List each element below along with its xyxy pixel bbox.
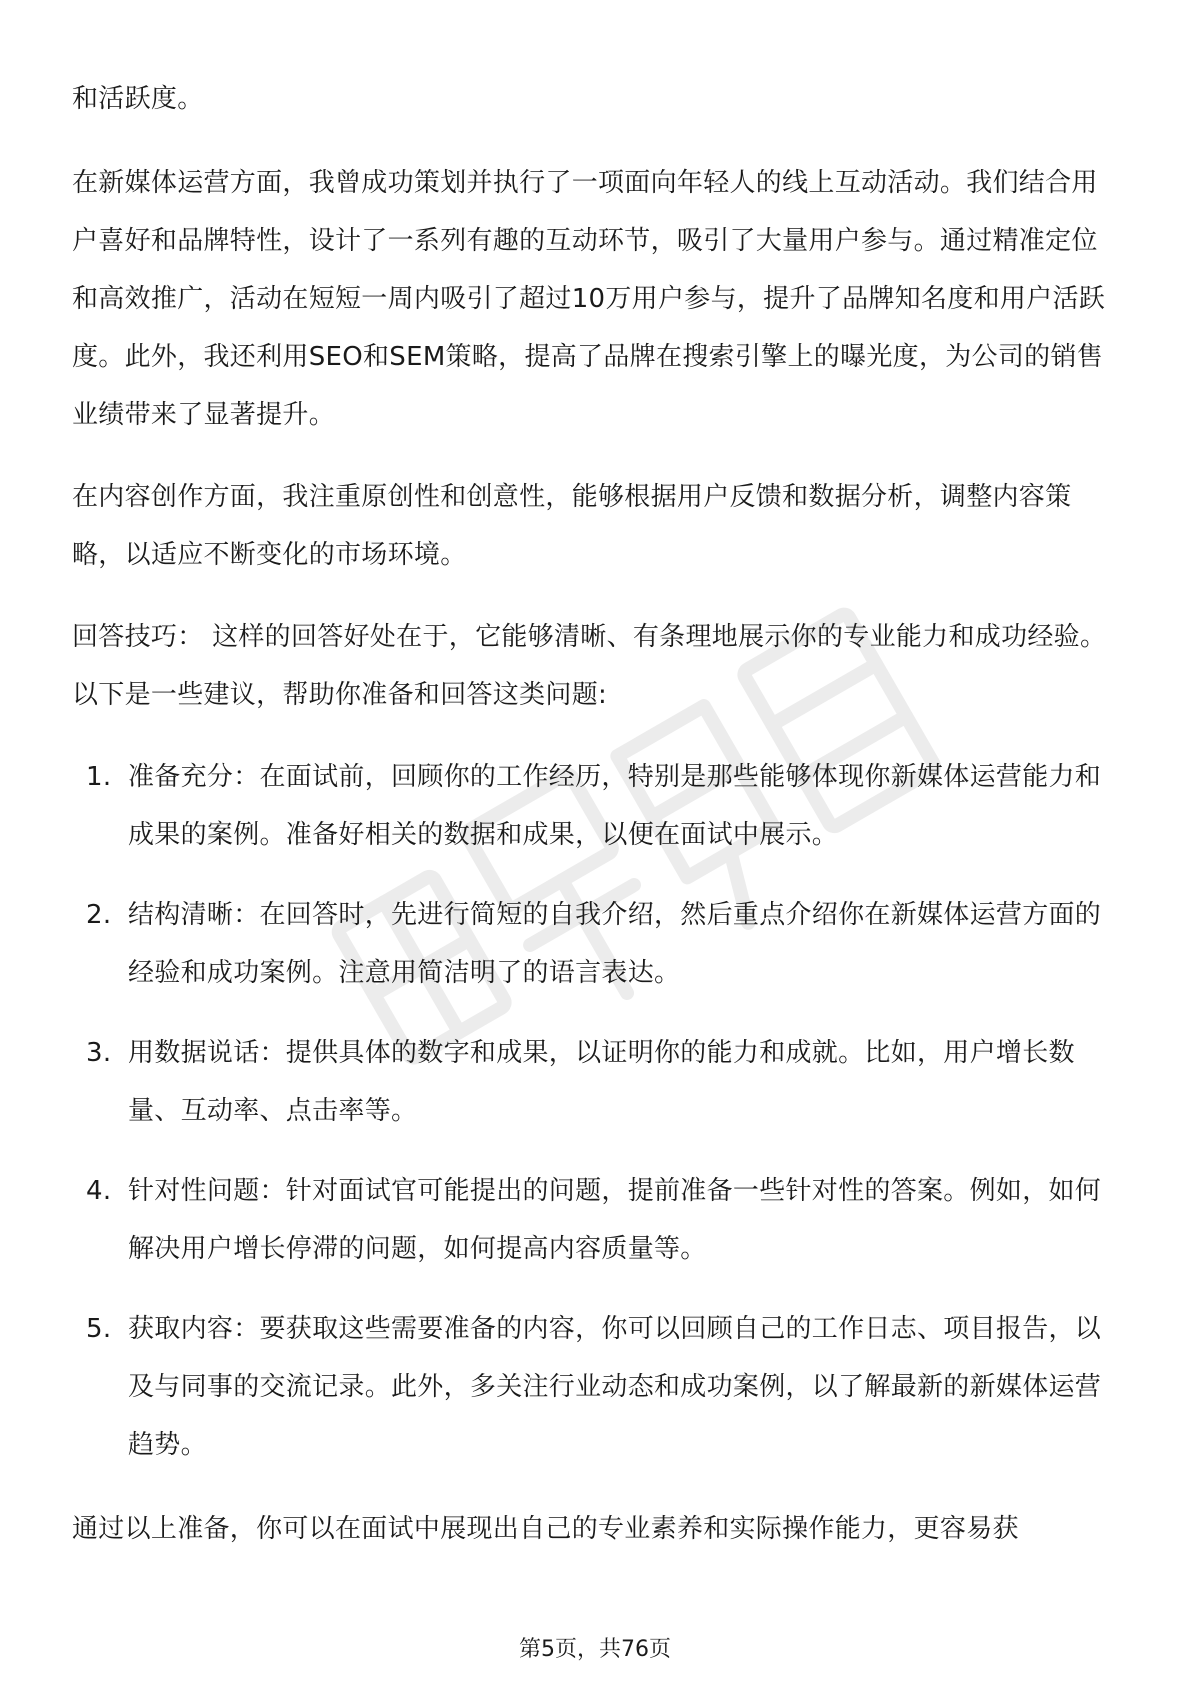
list-item-number: 2. bbox=[86, 900, 112, 930]
paragraph-conclusion: 通过以上准备，你可以在面试中展现出自己的专业素养和实际操作能力，更容易获 bbox=[72, 1514, 1019, 1544]
list-item-text: 结构清晰：在回答时，先进行简短的自我介绍，然后重点介绍你在新媒体运营方面的经验和成功案例。注意用简洁明了的语言表达。 bbox=[128, 900, 1102, 988]
paragraph-answer-tips: 回答技巧： 这样的回答好处在于，它能够清晰、有条理地展示你的专业能力和成功经验。以下是一些建议，帮助你准备和回答这类问题: bbox=[72, 622, 1107, 710]
document-body bbox=[72, 70, 1120, 1582]
paragraph-continuation: 和活跃度。 bbox=[72, 84, 204, 114]
list-item-number: 5. bbox=[86, 1314, 112, 1344]
paragraph-content-creation: 在内容创作方面，我注重原创性和创意性，能够根据用户反馈和数据分析，调整内容策略，以适应不断变化的市场环境。 bbox=[72, 482, 1072, 570]
list-item-text: 针对性问题：针对面试官可能提出的问题，提前准备一些针对性的答案。例如，如何解决用户增长停滞的问题，如何提高内容质量等。 bbox=[128, 1176, 1102, 1264]
list-item-number: 4. bbox=[86, 1176, 112, 1206]
list-item bbox=[72, 748, 1120, 864]
list-item bbox=[72, 1300, 1120, 1474]
list-item bbox=[72, 1024, 1120, 1140]
page-number: 第5页，共76页 bbox=[519, 1637, 671, 1662]
list-item bbox=[72, 1162, 1120, 1278]
tips-list bbox=[72, 748, 1120, 1474]
paragraph-new-media-experience: 在新媒体运营方面，我曾成功策划并执行了一项面向年轻人的线上互动活动。我们结合用户喜好和品牌特性，设计了一系列有趣的互动环节，吸引了大量用户参与。通过精准定位和高效推广，活动在短短一周内吸引了超过10万用户参与，提升了品牌知名度和用户活跃度。此外，我还利用SEO和SEM策略，提高了品牌在搜索引擎上的曝光度，为公司的销售业绩带来了显著提升。 bbox=[72, 168, 1106, 430]
list-item-text: 用数据说话：提供具体的数字和成果，以证明你的能力和成就。比如，用户增长数量、互动率、点击率等。 bbox=[128, 1038, 1075, 1126]
list-item bbox=[72, 886, 1120, 1002]
list-item-text: 获取内容：要获取这些需要准备的内容，你可以回顾自己的工作日志、项目报告，以及与同事的交流记录。此外，多关注行业动态和成功案例，以了解最新的新媒体运营趋势。 bbox=[128, 1314, 1102, 1460]
list-item-text: 准备充分：在面试前，回顾你的工作经历，特别是那些能够体现你新媒体运营能力和成果的案例。准备好相关的数据和成果，以便在面试中展示。 bbox=[128, 762, 1102, 850]
list-item-number: 1. bbox=[86, 762, 112, 792]
list-item-number: 3. bbox=[86, 1038, 112, 1068]
